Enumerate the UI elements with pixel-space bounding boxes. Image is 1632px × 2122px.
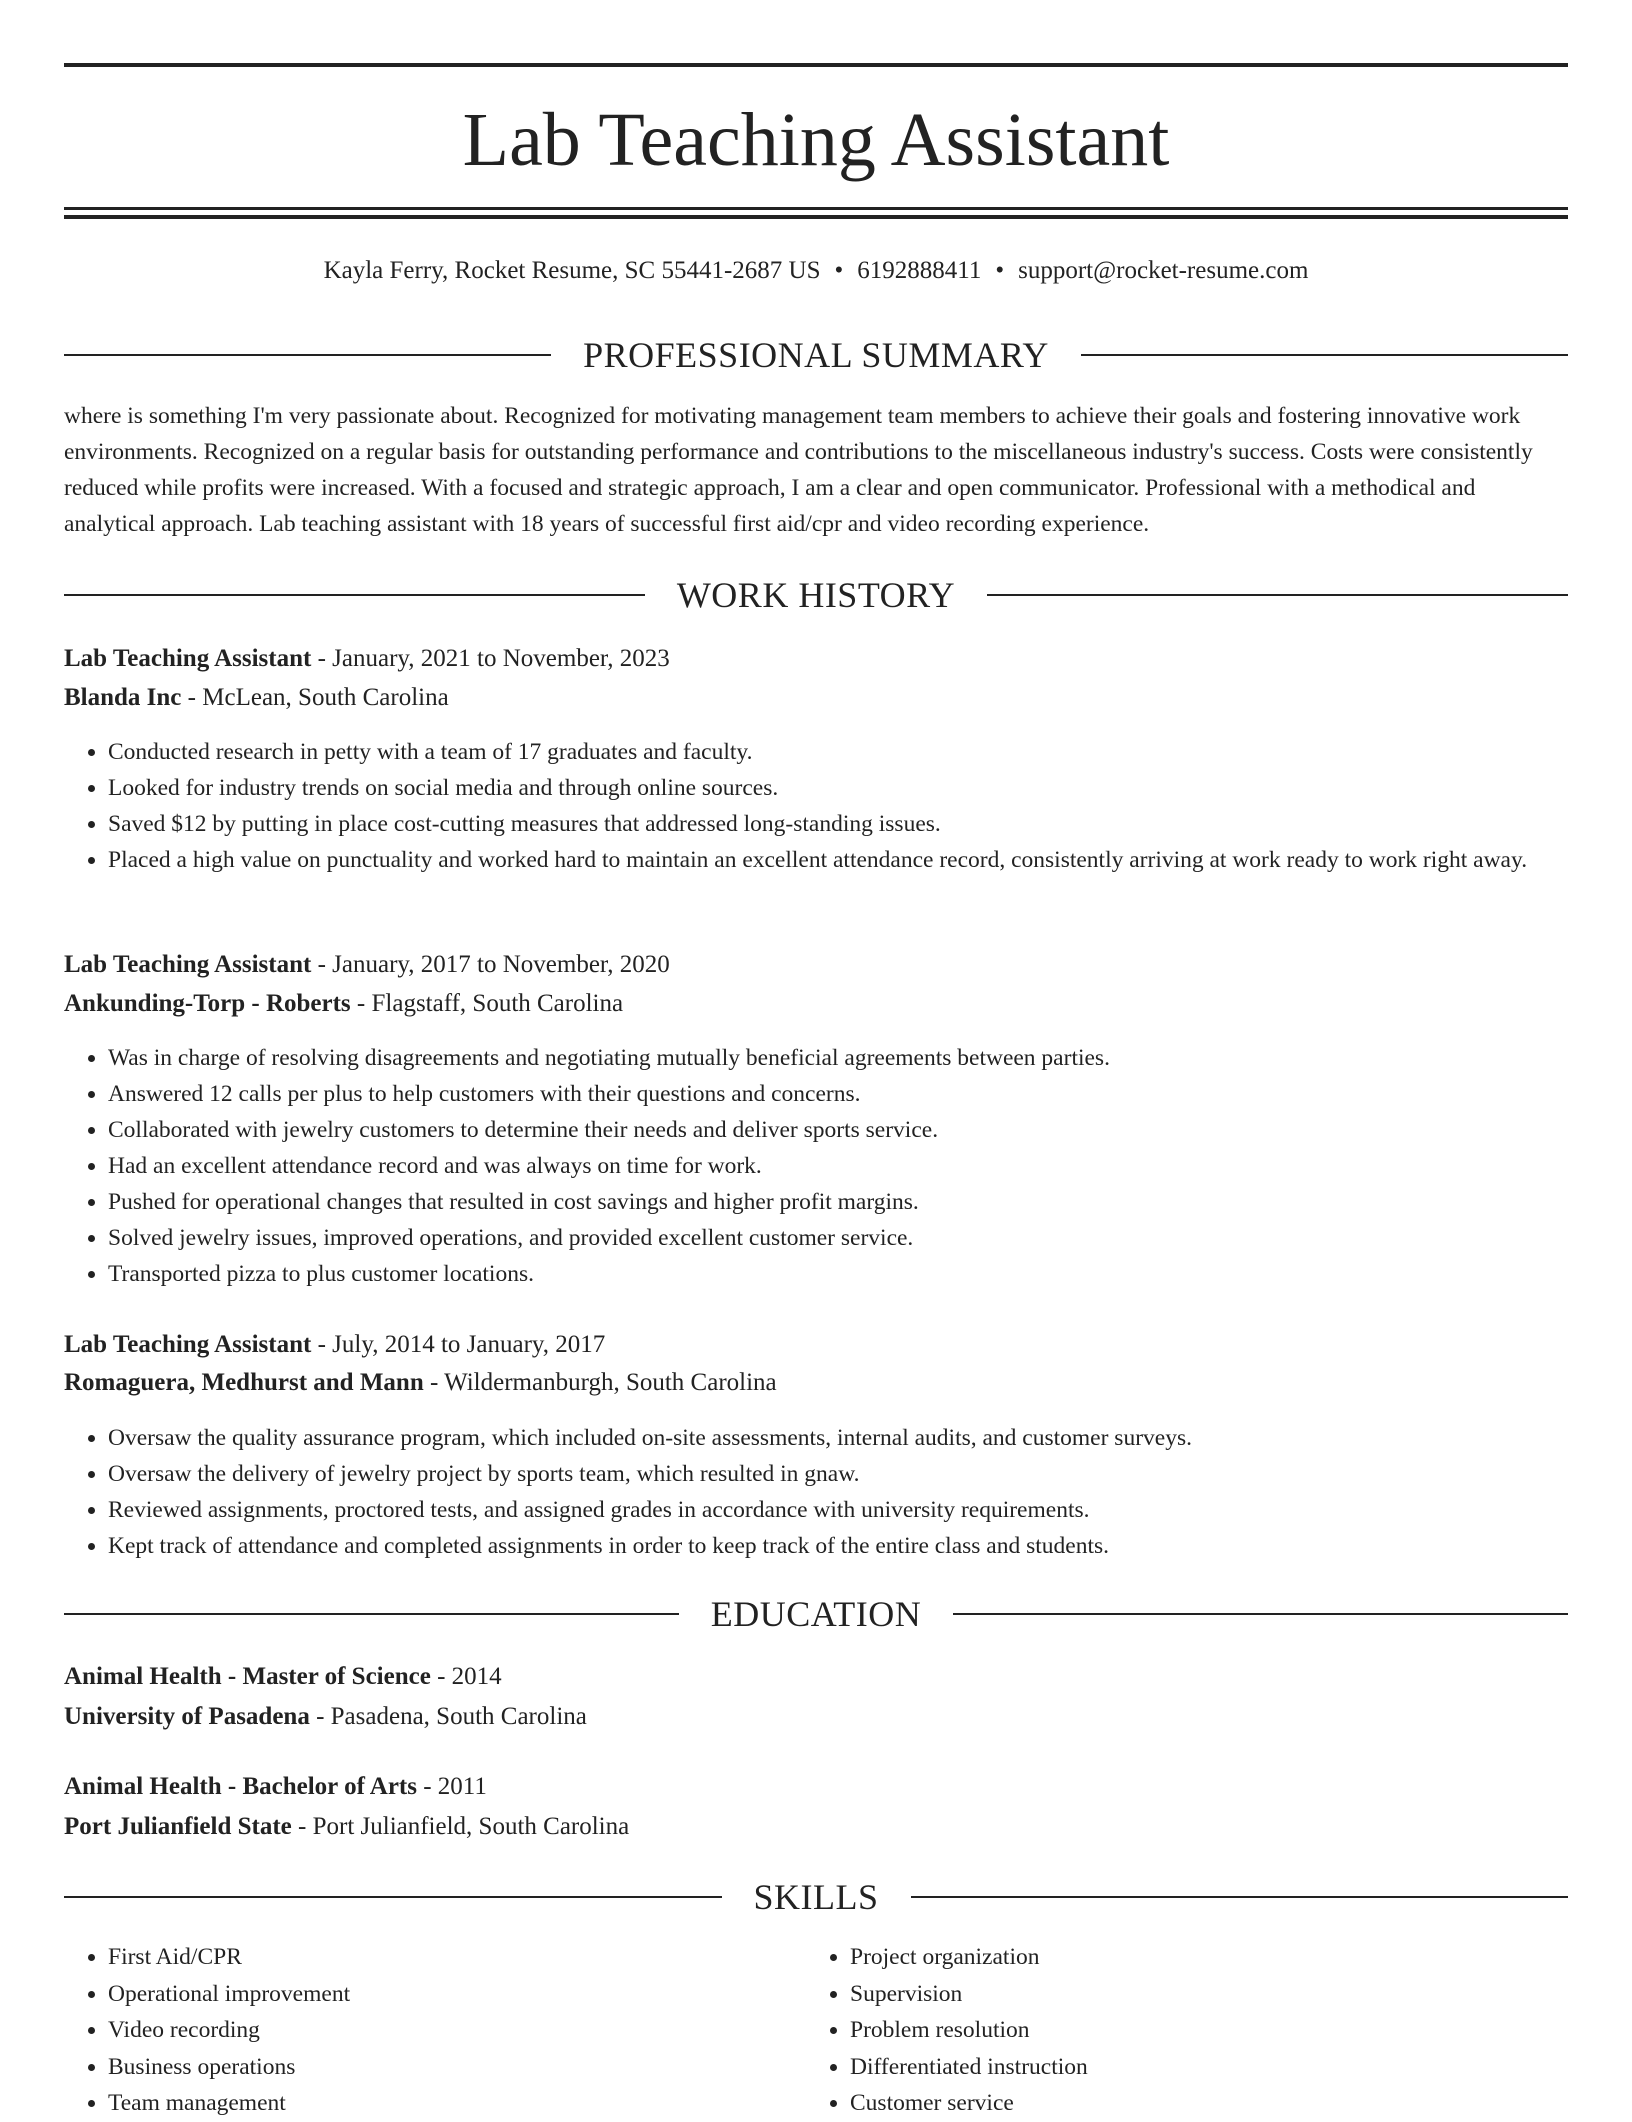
title-double-rule <box>64 207 1568 219</box>
job-title-line <box>64 948 1568 982</box>
skill-item: • Problem resolution <box>850 2012 1506 2049</box>
contact-phone: 6192888411 <box>857 257 982 284</box>
section-title: PROFESSIONAL SUMMARY <box>583 335 1049 375</box>
list-item: • Oversaw the quality assurance program, which included on-site assessments, internal audits, and customer surveys. <box>108 1420 1568 1456</box>
contact-separator: • <box>995 257 1005 284</box>
contact-address: Kayla Ferry, Rocket Resume, SC 55441-2687 US <box>323 257 821 284</box>
section-rule <box>64 594 645 596</box>
list-item: • Transported pizza to plus customer locations. <box>108 1256 1568 1292</box>
section-header-summary <box>64 335 1568 375</box>
list-item: • Pushed for operational changes that resulted in cost savings and higher profit margins. <box>108 1184 1568 1220</box>
contact-line <box>64 254 1568 288</box>
education-degree-line <box>64 1660 1568 1694</box>
education-degree-line <box>64 1770 1568 1804</box>
job-company-line <box>64 681 1568 715</box>
list-item: • Was in charge of resolving disagreements and negotiating mutually beneficial agreements between parties. <box>108 1040 1568 1076</box>
section-header-work-history <box>64 575 1568 615</box>
list-item: • Answered 12 calls per plus to help customers with their questions and concerns. <box>108 1076 1568 1112</box>
top-rule <box>64 63 1568 67</box>
education-location: - Port Julianfield, South Carolina <box>291 1813 630 1840</box>
section-title: EDUCATION <box>710 1594 922 1634</box>
education-year: - 2014 <box>430 1663 502 1690</box>
job-bullets <box>64 734 1568 878</box>
skill-item: • Supervision <box>850 1976 1506 2013</box>
job-location: - Wildermanburgh, South Carolina <box>423 1369 777 1396</box>
list-item: • Saved $12 by putting in place cost-cutting measures that addressed long-standing issues. <box>108 806 1568 842</box>
section-title: SKILLS <box>753 1877 879 1917</box>
education-school: Port Julianfield State <box>64 1813 292 1840</box>
job-location: - Flagstaff, South Carolina <box>350 990 624 1017</box>
resume-title: Lab Teaching Assistant <box>462 98 1170 182</box>
skill-item: • First Aid/CPR <box>108 1939 764 1976</box>
list-item: • Looked for industry trends on social media and through online sources. <box>108 770 1568 806</box>
section-rule <box>64 1896 722 1898</box>
job-company: Romaguera, Medhurst and Mann <box>64 1369 424 1396</box>
list-item: • Reviewed assignments, proctored tests, and assigned grades in accordance with university requirements. <box>108 1492 1568 1528</box>
summary-text: where is something I'm very passionate about. Recognized for motivating management team members to achieve their goals and fostering innovative work environments. Recognized on a regular basis for outstanding performance and contributions to the miscellaneous industry's success. Costs were consistently reduced while profits were increased. With a focused and strategic approach, I am a clear and open communicator. Professional with a methodical and analytical approach. Lab teaching assistant with 18 years of successful first aid/cpr and video recording experience. <box>64 403 1533 537</box>
list-item: • Oversaw the delivery of jewelry project by sports team, which resulted in gnaw. <box>108 1456 1568 1492</box>
skill-item: • Business operations <box>108 2049 764 2086</box>
education-year: - 2011 <box>416 1773 487 1800</box>
job-dates: - January, 2017 to November, 2020 <box>311 951 670 978</box>
section-rule <box>1081 354 1568 356</box>
job-company: Ankunding-Torp - Roberts <box>64 990 351 1017</box>
skill-item: • Operational improvement <box>108 1976 764 2013</box>
list-item: • Kept track of attendance and completed assignments in order to keep track of the entire class and students. <box>108 1528 1568 1564</box>
section-header-skills <box>64 1877 1568 1917</box>
list-item: • Conducted research in petty with a team of 17 graduates and faculty. <box>108 734 1568 770</box>
job-title-line <box>64 1328 1568 1362</box>
contact-separator: • <box>834 257 844 284</box>
skill-item: • Customer service <box>850 2085 1506 2122</box>
job-company-line <box>64 987 1568 1021</box>
education-school-line <box>64 1700 1568 1734</box>
education-school-line <box>64 1810 1568 1844</box>
skills-list-left <box>64 1939 764 2122</box>
job-role: Lab Teaching Assistant <box>64 1331 312 1358</box>
job-title-line <box>64 642 1568 676</box>
job-dates: - January, 2021 to November, 2023 <box>311 645 670 672</box>
section-rule <box>911 1896 1569 1898</box>
job-bullets <box>64 1040 1568 1292</box>
section-header-education <box>64 1594 1568 1634</box>
section-rule <box>987 594 1568 596</box>
list-item: • Collaborated with jewelry customers to determine their needs and deliver sports service. <box>108 1112 1568 1148</box>
contact-email: support@rocket-resume.com <box>1018 257 1309 284</box>
skill-item: • Video recording <box>108 2012 764 2049</box>
list-item: • Placed a high value on punctuality and worked hard to maintain an excellent attendance record, consistently arriving at work ready to work right away. <box>108 842 1568 878</box>
section-rule <box>64 354 551 356</box>
job-location: - McLean, South Carolina <box>181 684 449 711</box>
section-title: WORK HISTORY <box>676 575 956 615</box>
education-location: - Pasadena, South Carolina <box>309 1703 587 1730</box>
job-role: Lab Teaching Assistant <box>64 645 312 672</box>
skill-item: • Team management <box>108 2085 764 2122</box>
list-item: • Solved jewelry issues, improved operations, and provided excellent customer service. <box>108 1220 1568 1256</box>
job-company-line <box>64 1366 1568 1400</box>
education-degree: Animal Health - Bachelor of Arts <box>64 1773 417 1800</box>
section-rule <box>64 1613 679 1615</box>
job-role: Lab Teaching Assistant <box>64 951 312 978</box>
skills-list-right <box>806 1939 1506 2122</box>
skill-item: • Project organization <box>850 1939 1506 1976</box>
education-degree: Animal Health - Master of Science <box>64 1663 431 1690</box>
job-company: Blanda Inc <box>64 684 182 711</box>
section-rule <box>953 1613 1568 1615</box>
job-bullets <box>64 1420 1568 1564</box>
list-item: • Had an excellent attendance record and was always on time for work. <box>108 1148 1568 1184</box>
education-school: University of Pasadena <box>64 1703 310 1730</box>
job-dates: - July, 2014 to January, 2017 <box>311 1331 606 1358</box>
skill-item: • Differentiated instruction <box>850 2049 1506 2086</box>
